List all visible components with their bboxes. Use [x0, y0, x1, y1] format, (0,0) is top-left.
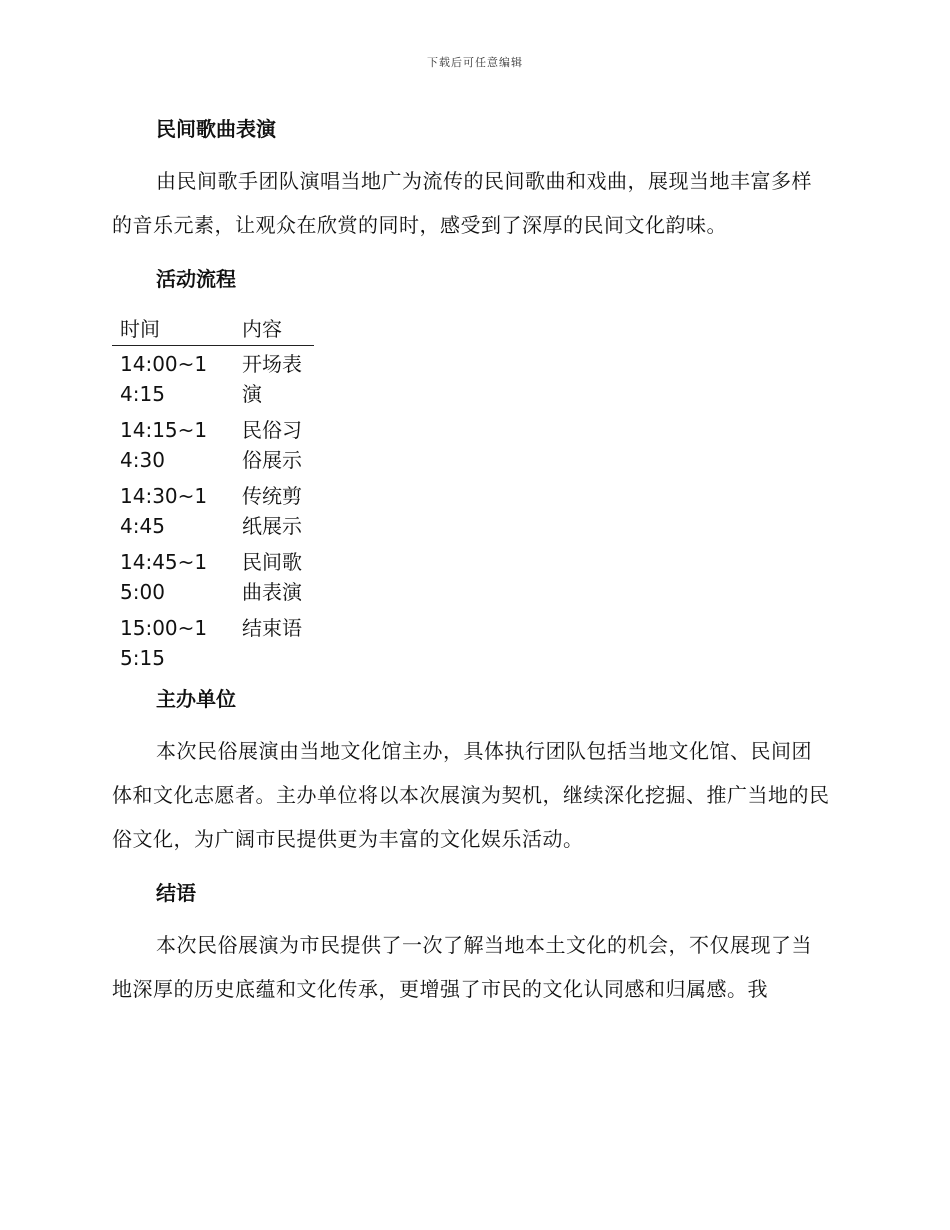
- schedule-time-cell: 14:15~14:30: [120, 418, 208, 472]
- schedule-header-row: [112, 310, 314, 346]
- table-row: [112, 610, 314, 676]
- document-body: [112, 112, 832, 1011]
- schedule-content-cell: 开场表演: [242, 352, 302, 406]
- section-body-folk-song: 由民间歌手团队演唱当地广为流传的民间歌曲和戏曲，展现当地丰富多样的音乐元素，让观众在欣赏的同时，感受到了深厚的民间文化韵味。: [112, 169, 812, 237]
- section-body-conclusion: 本次民俗展演为市民提供了一次了解当地本土文化的机会，不仅展现了当地深厚的历史底蕴和文化传承，更增强了市民的文化认同感和归属感。我: [112, 933, 812, 1001]
- table-row: [112, 478, 314, 544]
- section-heading-flow: 活动流程: [156, 267, 236, 291]
- schedule-header-content: 内容: [234, 310, 314, 346]
- schedule-time-cell: 14:00~14:15: [120, 352, 208, 406]
- schedule-content-cell: 结束语: [242, 616, 302, 640]
- schedule-content-cell: 民间歌曲表演: [242, 550, 302, 604]
- section-heading-folk-song: 民间歌曲表演: [156, 117, 276, 141]
- section-heading-organizer: 主办单位: [156, 687, 236, 711]
- schedule-content-cell: 民俗习俗展示: [242, 418, 302, 472]
- schedule-time-cell: 14:45~15:00: [120, 550, 208, 604]
- schedule-table: [112, 310, 314, 676]
- page-header-note: 下载后可任意编辑: [427, 56, 523, 69]
- schedule-time-cell: 15:00~15:15: [120, 616, 208, 670]
- table-row: [112, 544, 314, 610]
- table-row: [112, 346, 314, 413]
- section-body-organizer: 本次民俗展演由当地文化馆主办，具体执行团队包括当地文化馆、民间团体和文化志愿者。主办单位将以本次展演为契机，继续深化挖掘、推广当地的民俗文化，为广阔市民提供更为丰富的文化娱乐活动。: [112, 739, 830, 851]
- section-heading-conclusion: 结语: [156, 881, 196, 905]
- schedule-header-time: 时间: [112, 310, 234, 346]
- schedule-content-cell: 传统剪纸展示: [242, 484, 302, 538]
- table-row: [112, 412, 314, 478]
- schedule-time-cell: 14:30~14:45: [120, 484, 208, 538]
